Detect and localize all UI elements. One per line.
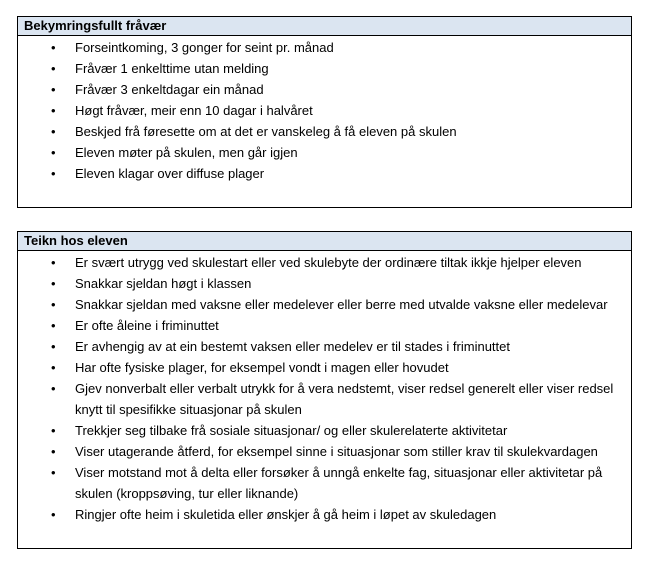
list-item-text: Er ofte åleine i friminuttet [75,318,219,333]
list-item [18,441,631,462]
list-item-text: Trekkjer seg tilbake frå sosiale situasjonar/ og eller skulerelaterte aktivitetar [75,423,508,438]
list-item-text: Er avhengig av at ein bestemt vaksen eller medelev er til stades i friminuttet [75,339,510,354]
list-item [18,462,631,504]
list-item [18,504,631,525]
bullet-icon: • [51,124,56,139]
list-item [18,294,631,315]
list-item [18,273,631,294]
list-item-text: Er svært utrygg ved skulestart eller ved skulebyte der ordinære tiltak ikkje hjelper eleven [75,255,582,270]
list-item-text: Ringjer ofte heim i skuletida eller ønskjer å gå heim i løpet av skuledagen [75,507,497,522]
list-item-text: Har ofte fysiske plager, for eksempel vondt i magen eller hovudet [75,360,449,375]
list-item-text: Eleven klagar over diffuse plager [75,166,265,181]
bullet-icon: • [51,297,56,312]
bullet-icon: • [51,82,56,97]
list-item [18,315,631,336]
list-item-text: Forseintkoming, 3 gonger for seint pr. månad [75,40,334,55]
bullet-icon: • [51,103,56,118]
list-item-text: Snakkar sjeldan med vaksne eller medelever eller berre med utvalde vaksne eller medelevar [75,297,608,312]
section-box-student-signs [17,231,632,549]
list-item-text: Fråvær 1 enkelttime utan melding [75,61,269,76]
list-item [18,79,631,100]
list-item [18,37,631,58]
bullet-icon: • [51,360,56,375]
list-item-text: Høgt fråvær, meir enn 10 dagar i halvåret [75,103,313,118]
bullet-icon: • [51,166,56,181]
list-item-text: Gjev nonverbalt eller verbalt utrykk for å vera nedstemt, viser redsel generelt eller viser redsel knytt til spesifikke situasjonar på skulen [75,381,614,417]
list-item-text: Viser utagerande åtferd, for eksempel sinne i situasjonar som stiller krav til skulekvardagen [75,444,598,459]
list-item [18,378,631,420]
section-title: Teikn hos eleven [18,232,631,251]
list-item [18,58,631,79]
bullet-icon: • [51,444,56,459]
list-item [18,100,631,121]
list-item [18,163,631,184]
list-item [18,142,631,163]
section-box-absence [17,16,632,208]
bullet-icon: • [51,61,56,76]
list-item-text: Eleven møter på skulen, men går igjen [75,145,298,160]
bullet-icon: • [51,381,56,396]
list-item-text: Snakkar sjeldan høgt i klassen [75,276,252,291]
bullet-icon: • [51,318,56,333]
bullet-icon: • [51,276,56,291]
list-item-text: Fråvær 3 enkeltdagar ein månad [75,82,264,97]
bullet-icon: • [51,423,56,438]
bullet-icon: • [51,145,56,160]
list-item [18,252,631,273]
list-item [18,357,631,378]
bullet-icon: • [51,40,56,55]
list-item [18,420,631,441]
bullet-icon: • [51,255,56,270]
list-item [18,121,631,142]
bullet-icon: • [51,465,56,480]
bullet-icon: • [51,507,56,522]
bullet-list [18,36,631,184]
bullet-list [18,251,631,525]
list-item-text: Viser motstand mot å delta eller forsøker å unngå enkelte fag, situasjonar eller aktivitetar på skulen (kroppsøving, tur eller liknande) [75,465,603,501]
list-item-text: Beskjed frå føresette om at det er vanskeleg å få eleven på skulen [75,124,457,139]
bullet-icon: • [51,339,56,354]
list-item [18,336,631,357]
section-title: Bekymringsfullt fråvær [18,17,631,36]
